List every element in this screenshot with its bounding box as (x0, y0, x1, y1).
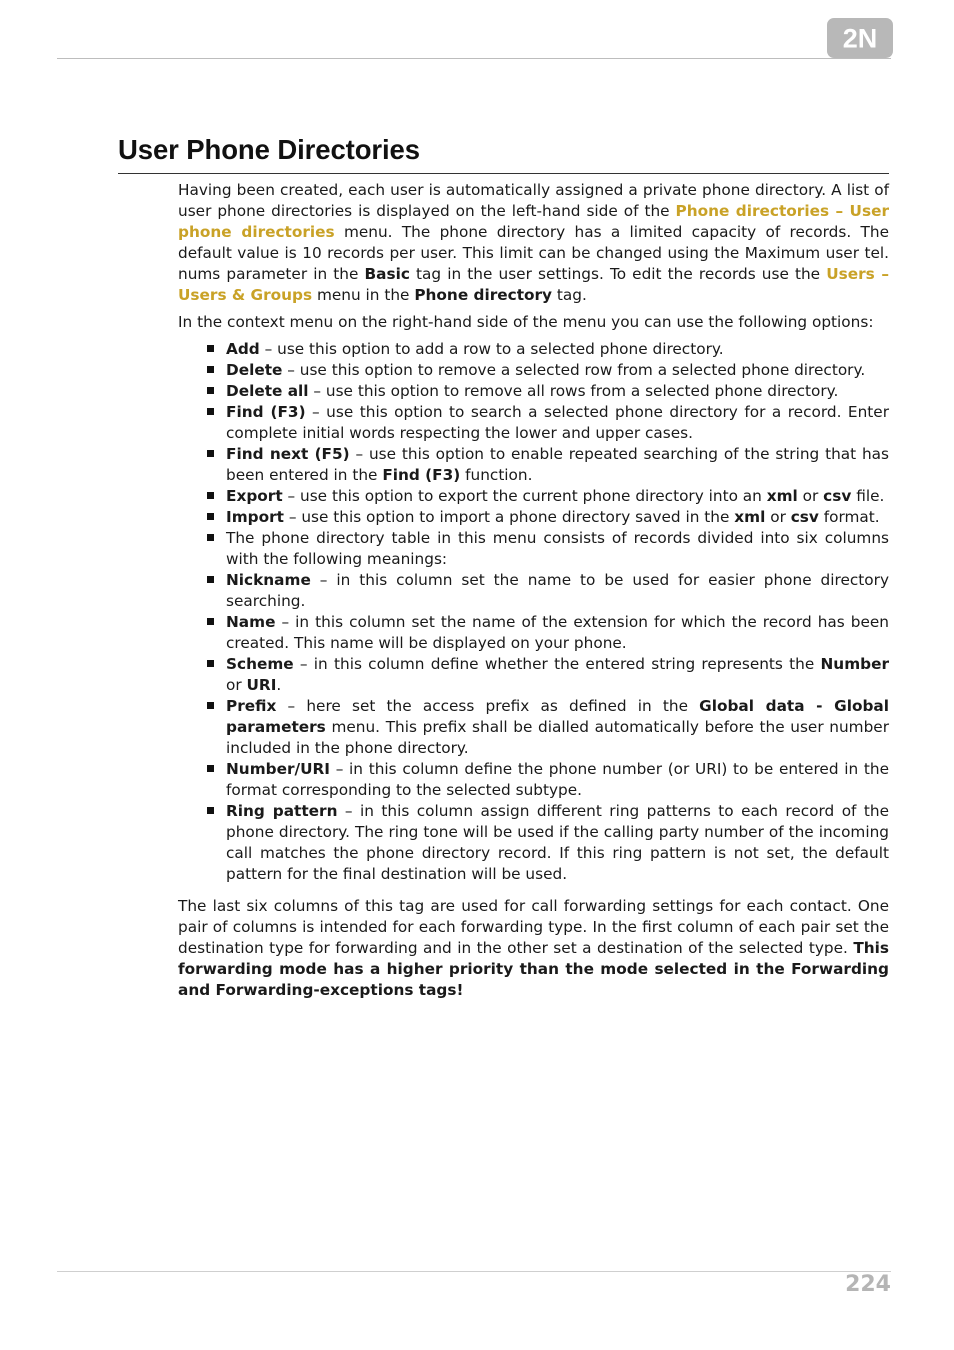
bullet-icon (207, 366, 214, 373)
list-item-number-uri: Number/URI – in this column define the phone number (or URI) to be entered in the format corresponding to the selected subtype. (226, 759, 889, 801)
page-title: User Phone Directories (118, 134, 420, 165)
list-item-add: Add – use this option to add a row to a selected phone directory. (226, 339, 889, 360)
link-phone-directories[interactable]: Phone directories – User phone directories (178, 202, 889, 241)
options-list (178, 339, 889, 885)
list-item-import: Import – use this option to import a phone directory saved in the xml or csv format. (226, 507, 889, 528)
list-item-export: Export – use this option to export the current phone directory into an xml or csv file. (226, 486, 889, 507)
bullet-icon (207, 765, 214, 772)
bullet-icon (207, 618, 214, 625)
context-menu-paragraph: In the context menu on the right-hand side of the menu you can use the following options: (178, 313, 874, 331)
list-item-delete: Delete – use this option to remove a selected row from a selected phone directory. (226, 360, 889, 381)
bullet-icon (207, 450, 214, 457)
bullet-icon (207, 702, 214, 709)
list-item-ring-pattern: Ring pattern – in this column assign different ring patterns to each record of the phone directory. The ring tone will be used if the calling party number of the incoming call matches the phone directory record. If this ring pattern is not set, the default pattern for the final destination will be used. (226, 801, 889, 885)
bullet-icon (207, 534, 214, 541)
list-item-find-next: Find next (F5) – use this option to enable repeated searching of the string that has been entered in the Find (F3) function. (226, 444, 889, 486)
list-item-scheme: Scheme – in this column define whether the entered string represents the Number or URI. (226, 654, 889, 696)
list-item-prefix: Prefix – here set the access prefix as defined in the Global data - Global parameters menu. This prefix shall be dialled automatically before the user number included in the phone directory. (226, 696, 889, 759)
list-item-find: Find (F3) – use this option to search a selected phone directory for a record. Enter complete initial words respecting the lower and upper cases. (226, 402, 889, 444)
intro-paragraph: Having been created, each user is automatically assigned a private phone directory. A list of user phone directories is displayed on the left-hand side of the Phone directories – User phone directories menu. The phone directory has a limited capacity of records. The default value is 10 records per user. This limit can be changed using the Maximum user tel. nums parameter in the Basic tag in the user settings. To edit the records use the Users – Users & Groups menu in the Phone directory tag. (178, 181, 889, 304)
list-item-delete-all: Delete all – use this option to remove all rows from a selected phone directory. (226, 381, 889, 402)
header-rule (57, 58, 891, 59)
title-rule (118, 173, 889, 174)
footer-rule (57, 1271, 891, 1272)
bullet-icon (207, 387, 214, 394)
bullet-icon (207, 345, 214, 352)
list-item-table: The phone directory table in this menu consists of records divided into six columns with the following meanings: (226, 528, 889, 570)
bullet-icon (207, 513, 214, 520)
bullet-icon (207, 660, 214, 667)
forwarding-paragraph: The last six columns of this tag are used for call forwarding settings for each contact. One pair of columns is intended for each forwarding type. In the first column of each pair set the destination type for forwarding and in the other set a destination of the selected type. This forwarding mode has a higher priority than the mode selected in the Forwarding and Forwarding-exceptions tags! (178, 897, 889, 999)
bullet-icon (207, 408, 214, 415)
list-item-nickname: Nickname – in this column set the name to be used for easier phone directory searching. (226, 570, 889, 612)
bullet-icon (207, 492, 214, 499)
link-users-groups[interactable]: Users – Users & Groups (178, 265, 889, 304)
body-content (178, 180, 889, 1007)
logo-text: 2N (842, 23, 878, 54)
bullet-icon (207, 807, 214, 814)
bullet-icon (207, 576, 214, 583)
page-number: 224 (845, 1272, 891, 1297)
forwarding-warning: This forwarding mode has a higher priority than the mode selected in the Forwarding and Forwarding-exceptions tags! (178, 939, 889, 999)
brand-logo (827, 18, 893, 58)
list-item-name: Name – in this column set the name of the extension for which the record has been created. This name will be displayed on your phone. (226, 612, 889, 654)
